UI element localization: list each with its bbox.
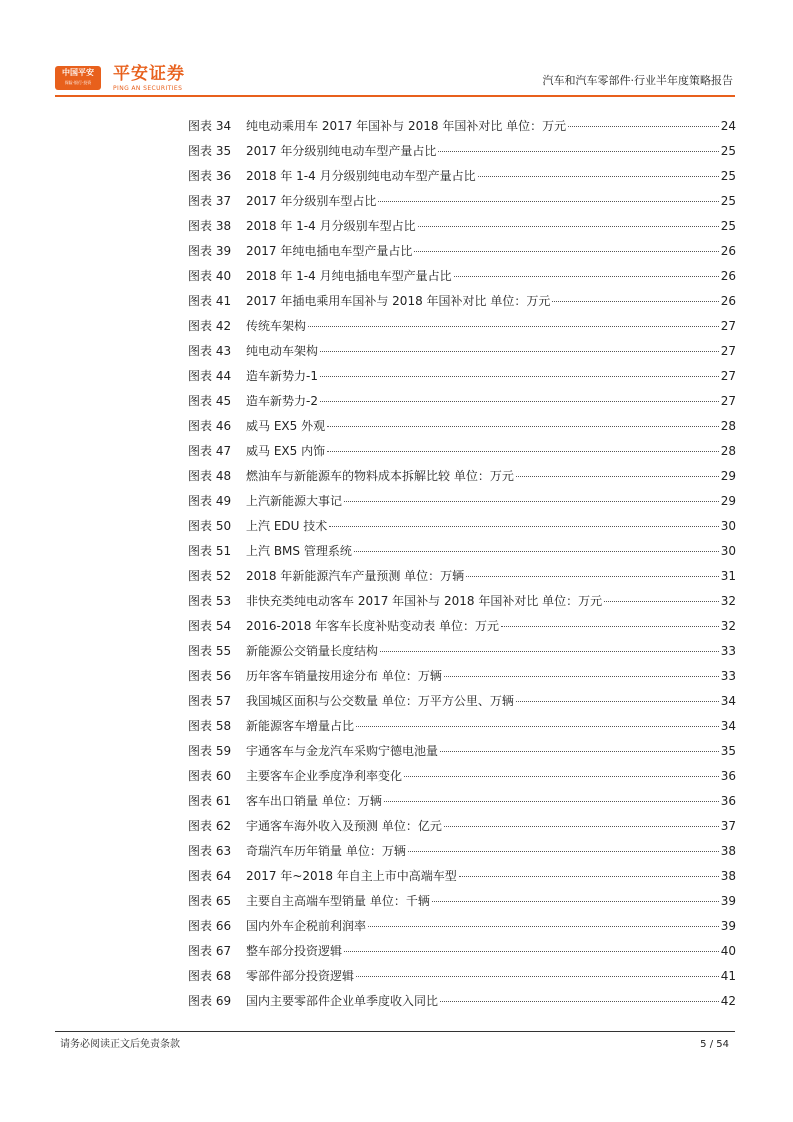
toc-entry-page: 40: [720, 944, 736, 958]
toc-entry-page: 26: [720, 244, 736, 258]
toc-entry-title: 国内外车企税前利润率: [246, 919, 367, 933]
toc-entry[interactable]: [188, 239, 736, 264]
toc-entry-title: 新能源客车增量占比: [246, 719, 355, 733]
footer-divider: [55, 1031, 735, 1032]
toc-entry-page: 36: [720, 794, 736, 808]
toc-leader-dots: [440, 1001, 719, 1002]
toc-leader-dots: [384, 801, 719, 802]
toc-leader-dots: [516, 701, 719, 702]
toc-leader-dots: [356, 976, 719, 977]
toc-entry-label: 图表 57: [188, 694, 232, 708]
toc-leader-dots: [466, 576, 719, 577]
toc-entry-label: 图表 61: [188, 794, 232, 808]
toc-entry-title: 纯电动车架构: [246, 344, 319, 358]
toc-entry-title: 上汽 EDU 技术: [246, 519, 328, 533]
toc-entry-label: 图表 50: [188, 519, 232, 533]
toc-entry-title: 宇通客车海外收入及预测 单位：亿元: [246, 819, 442, 833]
toc-entry-page: 25: [720, 194, 736, 208]
toc-entry-title: 2018 年新能源汽车产量预测 单位：万辆: [246, 569, 465, 583]
toc-entry-title: 主要客车企业季度净利率变化: [246, 769, 403, 783]
toc-leader-dots: [414, 251, 718, 252]
toc-entry[interactable]: [188, 114, 736, 139]
toc-entry-page: 27: [720, 344, 736, 358]
toc-entry[interactable]: [188, 589, 736, 614]
toc-entry-label: 图表 63: [188, 844, 232, 858]
toc-entry-page: 34: [720, 719, 736, 733]
toc-entry[interactable]: [188, 939, 736, 964]
toc-entry[interactable]: [188, 739, 736, 764]
toc-entry[interactable]: [188, 889, 736, 914]
toc-entry-label: 图表 44: [188, 369, 232, 383]
toc-entry-label: 图表 35: [188, 144, 232, 158]
toc-entry[interactable]: [188, 664, 736, 689]
toc-entry-title: 2017 年插电乘用车国补与 2018 年国补对比 单位：万元: [246, 294, 551, 308]
toc-entry[interactable]: [188, 764, 736, 789]
brand-logo: [55, 64, 205, 94]
toc-entry-title: 奇瑞汽车历年销量 单位：万辆: [246, 844, 406, 858]
toc-entry-title: 历年客车销量按用途分布 单位：万辆: [246, 669, 442, 683]
toc-entry-title: 2017 年分级别纯电动车型产量占比: [246, 144, 437, 158]
toc-entry[interactable]: [188, 514, 736, 539]
toc-entry[interactable]: [188, 389, 736, 414]
toc-entry-label: 图表 49: [188, 494, 232, 508]
toc-entry-label: 图表 34: [188, 119, 232, 133]
toc-leader-dots: [432, 901, 719, 902]
toc-entry-label: 图表 42: [188, 319, 232, 333]
toc-leader-dots: [501, 626, 719, 627]
toc-leader-dots: [327, 451, 719, 452]
toc-entry-page: 38: [720, 844, 736, 858]
toc-entry-label: 图表 48: [188, 469, 232, 483]
toc-entry[interactable]: [188, 564, 736, 589]
toc-entry[interactable]: [188, 714, 736, 739]
toc-entry-title: 燃油车与新能源车的物料成本拆解比较 单位：万元: [246, 469, 514, 483]
toc-entry-label: 图表 64: [188, 869, 232, 883]
toc-entry[interactable]: [188, 914, 736, 939]
toc-entry-page: 30: [720, 519, 736, 533]
toc-entry-page: 25: [720, 144, 736, 158]
toc-entry-page: 25: [720, 219, 736, 233]
toc-entry-label: 图表 46: [188, 419, 232, 433]
toc-leader-dots: [320, 376, 719, 377]
toc-entry-title: 我国城区面积与公交数量 单位：万平方公里、万辆: [246, 694, 514, 708]
toc-entry[interactable]: [188, 839, 736, 864]
toc-entry-label: 图表 52: [188, 569, 232, 583]
toc-leader-dots: [354, 551, 719, 552]
toc-entry-label: 图表 56: [188, 669, 232, 683]
toc-leader-dots: [380, 651, 719, 652]
toc-entry-label: 图表 54: [188, 619, 232, 633]
toc-entry-page: 24: [720, 119, 736, 133]
toc-entry-label: 图表 53: [188, 594, 232, 608]
report-header-title: 汽车和汽车零部件·行业半年度策略报告: [542, 74, 733, 87]
toc-entry-label: 图表 69: [188, 994, 232, 1008]
toc-entry-label: 图表 47: [188, 444, 232, 458]
toc-entry-title: 2017 年纯电插电车型产量占比: [246, 244, 413, 258]
toc-entry[interactable]: [188, 289, 736, 314]
toc-entry-label: 图表 51: [188, 544, 232, 558]
toc-entry-title: 宇通客车与金龙汽车采购宁德电池量: [246, 744, 439, 758]
toc-entry-label: 图表 37: [188, 194, 232, 208]
toc-entry-page: 36: [720, 769, 736, 783]
toc-entry-page: 33: [720, 669, 736, 683]
toc-entry-label: 图表 68: [188, 969, 232, 983]
toc-leader-dots: [438, 151, 718, 152]
toc-leader-dots: [327, 426, 719, 427]
toc-entry-page: 41: [720, 969, 736, 983]
toc-entry-label: 图表 58: [188, 719, 232, 733]
toc-leader-dots: [459, 876, 719, 877]
toc-leader-dots: [408, 851, 719, 852]
toc-entry-page: 26: [720, 294, 736, 308]
logo-badge-text: 中国平安: [62, 68, 94, 77]
toc-entry-label: 图表 65: [188, 894, 232, 908]
toc-entry[interactable]: [188, 439, 736, 464]
toc-entry[interactable]: [188, 614, 736, 639]
toc-entry-label: 图表 55: [188, 644, 232, 658]
toc-entry-title: 上汽 BMS 管理系统: [246, 544, 352, 558]
toc-entry-title: 2018 年 1-4 月分级别车型占比: [246, 219, 416, 233]
toc-entry[interactable]: [188, 964, 736, 989]
toc-entry-label: 图表 40: [188, 269, 232, 283]
toc-entry[interactable]: [188, 814, 736, 839]
toc-leader-dots: [440, 751, 719, 752]
toc-entry[interactable]: [188, 364, 736, 389]
toc-leader-dots: [516, 476, 719, 477]
toc-leader-dots: [344, 501, 719, 502]
toc-entry[interactable]: [188, 464, 736, 489]
toc-entry-label: 图表 59: [188, 744, 232, 758]
toc-entry-page: 27: [720, 319, 736, 333]
toc-leader-dots: [444, 676, 719, 677]
toc-entry-page: 37: [720, 819, 736, 833]
toc-entry-page: 34: [720, 694, 736, 708]
toc-entry-page: 39: [720, 919, 736, 933]
toc-entry-page: 39: [720, 894, 736, 908]
toc-entry-title: 造车新势力-1: [246, 369, 318, 383]
toc-entry-page: 26: [720, 269, 736, 283]
toc-entry-page: 38: [720, 869, 736, 883]
toc-entry-page: 29: [720, 469, 736, 483]
toc-leader-dots: [344, 951, 719, 952]
toc-entry[interactable]: [188, 489, 736, 514]
toc-entry[interactable]: [188, 339, 736, 364]
toc-leader-dots: [368, 926, 719, 927]
toc-entry-page: 25: [720, 169, 736, 183]
toc-leader-dots: [356, 726, 719, 727]
toc-entry-label: 图表 36: [188, 169, 232, 183]
toc-leader-dots: [329, 526, 718, 527]
toc-entry-title: 造车新势力-2: [246, 394, 318, 408]
logo-badge-sub: 保险·银行·投资: [64, 80, 92, 85]
toc-entry-title: 纯电动乘用车 2017 年国补与 2018 年国补对比 单位：万元: [246, 119, 567, 133]
toc-leader-dots: [552, 301, 718, 302]
toc-entry[interactable]: [188, 414, 736, 439]
toc-entry[interactable]: [188, 264, 736, 289]
toc-entry-title: 2017 年~2018 年自主上市中高端车型: [246, 869, 457, 883]
toc-entry-title: 2016-2018 年客车长度补贴变动表 单位：万元: [246, 619, 500, 633]
toc-entry-label: 图表 66: [188, 919, 232, 933]
toc-entry-page: 27: [720, 394, 736, 408]
toc-entry-title: 2017 年分级别车型占比: [246, 194, 377, 208]
ping-an-badge-icon: [55, 66, 101, 90]
toc-entry-title: 零部件部分投资逻辑: [246, 969, 355, 983]
toc-entry-label: 图表 60: [188, 769, 232, 783]
toc-entry[interactable]: [188, 164, 736, 189]
toc-entry-title: 威马 EX5 外观: [246, 419, 326, 433]
toc-entry-page: 35: [720, 744, 736, 758]
toc-leader-dots: [320, 401, 719, 402]
toc-entry-title: 国内主要零部件企业单季度收入同比: [246, 994, 439, 1008]
toc-leader-dots: [418, 226, 719, 227]
toc-entry-label: 图表 38: [188, 219, 232, 233]
toc-leader-dots: [604, 601, 719, 602]
toc-entry[interactable]: [188, 689, 736, 714]
figure-index-list: [188, 114, 736, 1014]
toc-leader-dots: [404, 776, 719, 777]
toc-entry-title: 非快充类纯电动客车 2017 年国补与 2018 年国补对比 单位：万元: [246, 594, 603, 608]
toc-entry-title: 客车出口销量 单位：万辆: [246, 794, 382, 808]
toc-entry-title: 上汽新能源大事记: [246, 494, 343, 508]
toc-entry-label: 图表 39: [188, 244, 232, 258]
toc-entry[interactable]: [188, 989, 736, 1014]
toc-entry-page: 32: [720, 594, 736, 608]
toc-entry-label: 图表 45: [188, 394, 232, 408]
logo-name: 平安证券: [113, 64, 185, 84]
toc-entry-page: 31: [720, 569, 736, 583]
toc-entry[interactable]: [188, 789, 736, 814]
toc-entry-page: 27: [720, 369, 736, 383]
toc-entry-page: 28: [720, 444, 736, 458]
toc-entry-page: 32: [720, 619, 736, 633]
toc-entry[interactable]: [188, 314, 736, 339]
toc-entry-page: 28: [720, 419, 736, 433]
toc-entry[interactable]: [188, 864, 736, 889]
toc-leader-dots: [320, 351, 719, 352]
toc-entry-label: 图表 41: [188, 294, 232, 308]
toc-entry-title: 整车部分投资逻辑: [246, 944, 343, 958]
toc-leader-dots: [308, 326, 719, 327]
toc-entry-title: 2018 年 1-4 月分级别纯电动车型产量占比: [246, 169, 476, 183]
toc-entry[interactable]: [188, 539, 736, 564]
toc-entry-title: 2018 年 1-4 月纯电插电车型产量占比: [246, 269, 452, 283]
toc-leader-dots: [444, 826, 719, 827]
page-number: 5 / 54: [700, 1039, 729, 1050]
toc-entry[interactable]: [188, 189, 736, 214]
toc-entry-page: 29: [720, 494, 736, 508]
toc-entry-title: 传统车架构: [246, 319, 307, 333]
toc-entry-title: 主要自主高端车型销量 单位：千辆: [246, 894, 430, 908]
toc-leader-dots: [568, 126, 719, 127]
toc-entry[interactable]: [188, 214, 736, 239]
toc-entry-title: 威马 EX5 内饰: [246, 444, 326, 458]
toc-leader-dots: [454, 276, 719, 277]
toc-entry-title: 新能源公交销量长度结构: [246, 644, 379, 658]
toc-entry-page: 42: [720, 994, 736, 1008]
toc-entry-label: 图表 67: [188, 944, 232, 958]
toc-entry[interactable]: [188, 639, 736, 664]
toc-entry-label: 图表 43: [188, 344, 232, 358]
logo-english-name: PING AN SECURITIES: [113, 85, 183, 92]
toc-leader-dots: [378, 201, 718, 202]
toc-leader-dots: [478, 176, 719, 177]
toc-entry-page: 33: [720, 644, 736, 658]
footer-disclaimer: 请务必阅读正文后免责条款: [60, 1039, 180, 1050]
toc-entry-page: 30: [720, 544, 736, 558]
toc-entry[interactable]: [188, 139, 736, 164]
toc-entry-label: 图表 62: [188, 819, 232, 833]
header-divider: [55, 95, 735, 97]
